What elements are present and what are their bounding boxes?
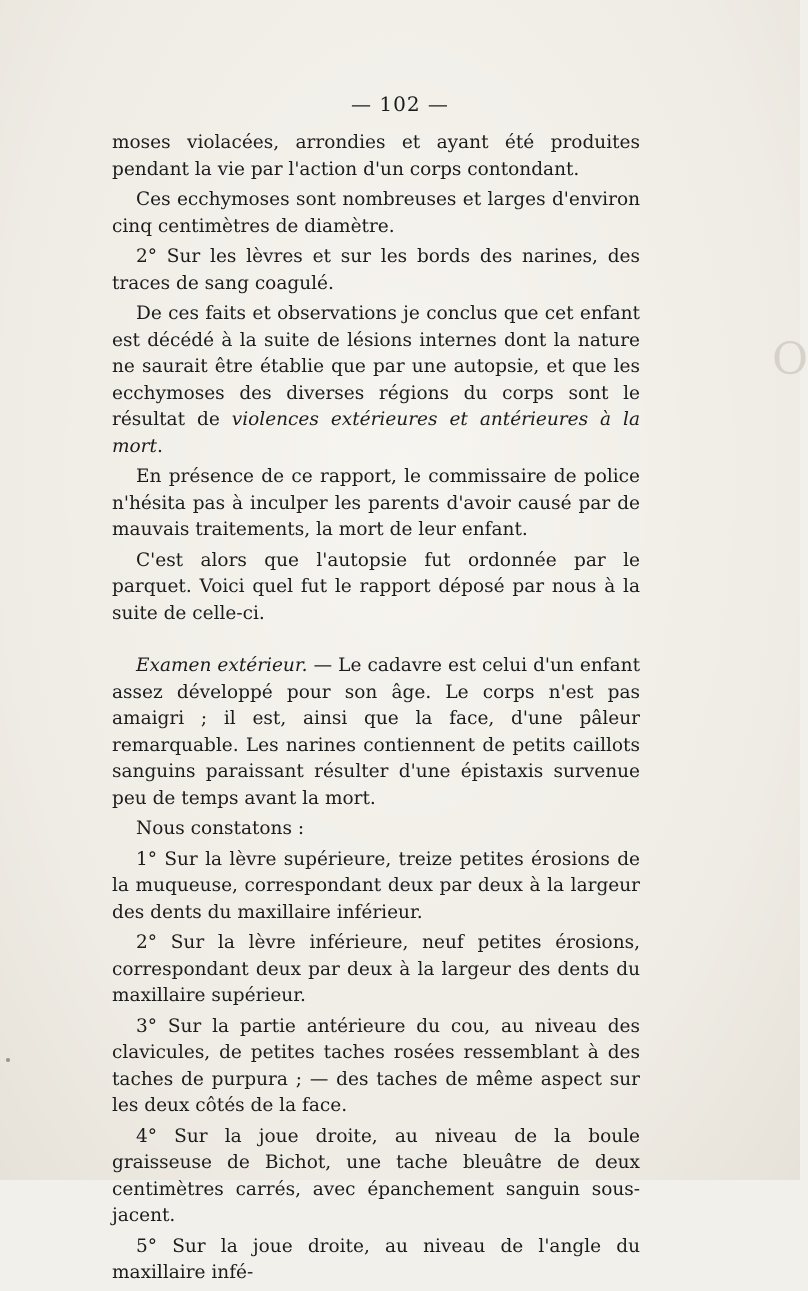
conclusion-text: De ces faits et observations je conclus que cet enfant est décédé à la suite de lésions internes dont la nature ne saurait être établie que par une autopsie, et que les ecchymoses des diverses régions du corps sont le résultat de [112, 303, 640, 430]
paragraph-item-2-lips: 2° Sur les lèvres et sur les bords des narines, des traces de sang coagulé. [112, 246, 640, 294]
paragraph-nous-constatons: Nous constatons : [136, 818, 305, 839]
paragraph-examen-exterieur [112, 653, 640, 812]
section-heading-examen: Examen extérieur. [136, 655, 308, 676]
page-body [112, 130, 640, 1291]
conclusion-italic: violences extérieures et antérieures à la mort [112, 409, 640, 457]
conclusion-end: . [156, 435, 163, 457]
paragraph-item-3: 3° Sur la partie antérieure du cou, au niveau des clavicules, de petites taches rosées ressemblant à des taches de purpura ; — des taches de même aspect sur les deux côtés de la face. [112, 1015, 640, 1116]
paragraph-commissaire: En présence de ce rapport, le commissaire de police n'hésita pas à inculper les parents d'avoir causé par de mauvais traitements, la mort de leur enfant. [112, 466, 640, 540]
page-number: — 102 — [351, 92, 449, 116]
paragraph-ecchymoses-size: Ces ecchymoses sont nombreuses et larges d'environ cinq centimètres de diamètre. [112, 189, 640, 237]
examen-text: — Le cadavre est celui d'un enfant assez développé pour son âge. Le corps n'est pas amaigri ; il est, ainsi que la face, d'une pâleur remarquable. Les narines contiennent de petits caillots sanguins paraissant résulter d'une épistaxis survenue peu de temps avant la mort. [112, 655, 641, 809]
paragraph-item-5: 5° Sur la joue droite, au niveau de l'angle du maxillaire infé- [112, 1235, 640, 1283]
paragraph-item-1: 1° Sur la lèvre supérieure, treize petites érosions de la muqueuse, correspondant deux par deux à la largeur des dents du maxillaire inférieur. [112, 848, 640, 923]
paragraph-item-2: 2° Sur la lèvre inférieure, neuf petites érosions, correspondant deux par deux à la largeur des dents du maxillaire supérieur. [112, 932, 640, 1006]
paragraph-conclusion [112, 301, 640, 460]
margin-speck [6, 1058, 10, 1062]
paragraph-autopsie: C'est alors que l'autopsie fut ordonnée par le parquet. Voici quel fut le rapport déposé par nous à la suite de celle-ci. [112, 549, 640, 624]
paragraph-ecchymoses-continued: moses violacées, arrondies et ayant été produites pendant la vie par l'action d'un corps contondant. [112, 132, 640, 180]
bleed-through-shadow: O [772, 334, 808, 385]
paragraph-item-4: 4° Sur la joue droite, au niveau de la boule graisseuse de Bichot, une tache bleuâtre de deux centimètres carrés, avec épanchement sanguin sous-jacent. [112, 1125, 640, 1226]
